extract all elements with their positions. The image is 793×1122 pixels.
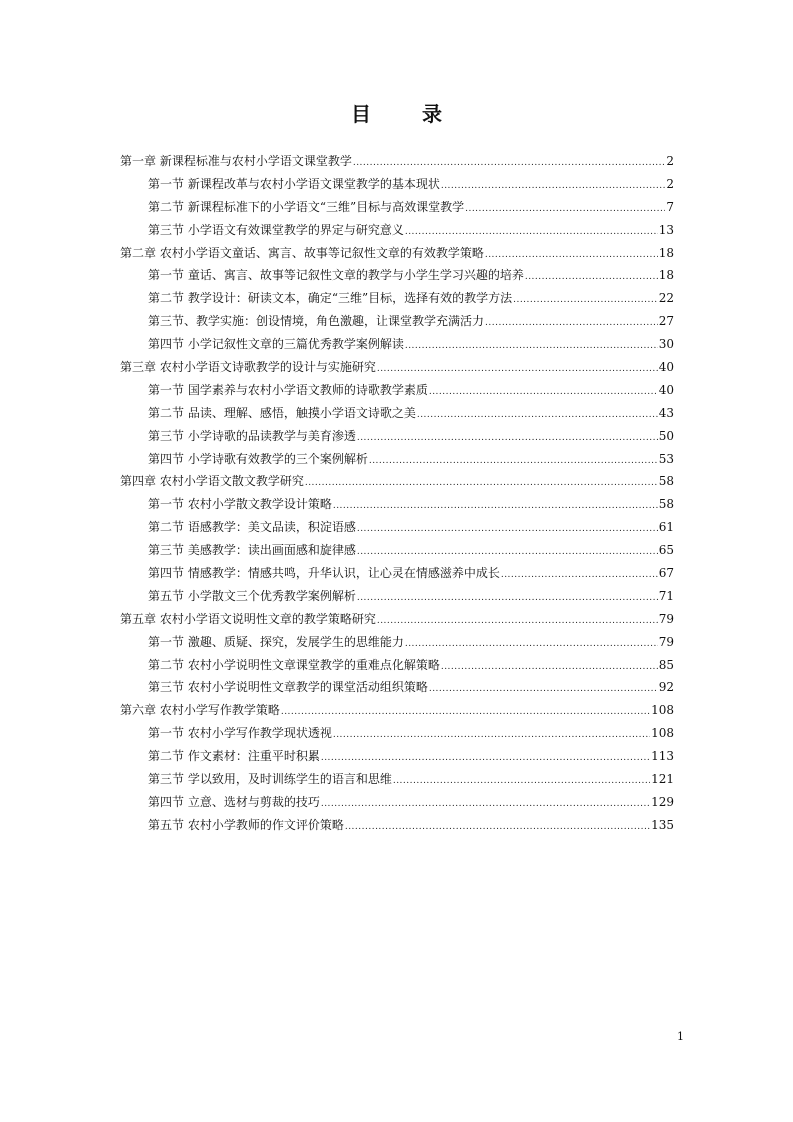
toc-page-number: 43 (658, 405, 674, 420)
toc-dot-leader (485, 312, 658, 335)
toc-dot-leader (333, 495, 658, 518)
toc-dot-leader (513, 289, 658, 312)
toc-section-entry[interactable] (120, 516, 674, 539)
toc-page-number: 50 (658, 428, 674, 443)
toc-entry-title: 第四章 农村小学语文散文教学研究 (120, 474, 304, 489)
page-title: 目 录 (351, 102, 464, 126)
toc-entry-title: 第五节 小学散文三个优秀教学案例解析 (148, 588, 356, 603)
toc-section-entry[interactable] (120, 676, 674, 699)
toc-entry-title: 第三章 农村小学语文诗歌教学的设计与实施研究 (120, 360, 376, 375)
toc-section-entry[interactable] (120, 379, 674, 402)
toc-page-number: 40 (658, 360, 674, 375)
toc-entry-title: 第一节 国学素养与农村小学语文教师的诗歌教学素质 (148, 382, 428, 397)
toc-entry-title: 第四节 立意、选材与剪裁的技巧 (148, 794, 320, 809)
toc-dot-leader (321, 747, 650, 770)
toc-section-entry[interactable] (120, 264, 674, 287)
toc-dot-leader (321, 793, 650, 816)
toc-dot-leader (357, 427, 658, 450)
toc-section-entry[interactable] (120, 310, 674, 333)
toc-dot-leader (377, 610, 658, 633)
toc-dot-leader (465, 198, 665, 221)
toc-page-number: 27 (658, 314, 674, 329)
toc-section-entry[interactable] (120, 173, 674, 196)
toc-page-number: 113 (651, 749, 674, 764)
toc-page-number: 2 (666, 176, 674, 191)
toc-page-number: 92 (658, 680, 674, 695)
page-number: 1 (677, 1030, 684, 1043)
toc-page-number: 129 (651, 794, 674, 809)
toc-dot-leader (281, 701, 650, 724)
toc-entry-title: 第一节 激趣、质疑、探究，发展学生的思维能力 (148, 634, 404, 649)
toc-entry-title: 第二节 新课程标准下的小学语文“三维”目标与高效课堂教学 (148, 199, 465, 214)
toc-page-number: 13 (658, 222, 674, 237)
toc-dot-leader (333, 724, 650, 747)
toc-page-number: 108 (651, 726, 674, 741)
toc-entry-title: 第三节 学以致用，及时训练学生的语言和思维 (148, 772, 392, 787)
toc-entry-title: 第一节 农村小学写作教学现状透视 (148, 726, 332, 741)
toc-dot-leader (405, 221, 658, 244)
toc-section-entry[interactable] (120, 562, 674, 585)
toc-dot-leader (429, 678, 658, 701)
toc-dot-leader (441, 175, 666, 198)
toc-page-number: 108 (651, 703, 674, 718)
toc-dot-leader (485, 244, 658, 267)
toc-section-entry[interactable] (120, 722, 674, 745)
toc-entry-title: 第二节 作文素材：注重平时积累 (148, 749, 320, 764)
toc-entry-title: 第三节 小学诗歌的品读教学与美育渗透 (148, 428, 356, 443)
toc-section-entry[interactable] (120, 585, 674, 608)
toc-section-entry[interactable] (120, 539, 674, 562)
toc-chapter-entry[interactable] (120, 699, 674, 722)
toc-page-number: 79 (658, 634, 674, 649)
toc-dot-leader (369, 450, 658, 473)
toc-entry-title: 第四节 情感教学：情感共鸣，升华认识，让心灵在情感滋养中成长 (148, 566, 500, 581)
toc-section-entry[interactable] (120, 219, 674, 242)
toc-page-number: 135 (651, 817, 674, 832)
toc-entry-title: 第二节 语感教学：美文品读，积淀语感 (148, 520, 356, 535)
toc-dot-leader (393, 770, 650, 793)
toc-entry-title: 第一节 童话、寓言、故事等记叙性文章的教学与小学生学习兴趣的培养 (148, 268, 524, 283)
toc-dot-leader (345, 816, 650, 839)
toc-dot-leader (357, 587, 658, 610)
toc-dot-leader (377, 358, 658, 381)
toc-entry-title: 第三节、教学实施：创设情境，角色激趣，让课堂教学充满活力 (148, 314, 485, 329)
toc-dot-leader (429, 381, 658, 404)
toc-entry-title: 第三节 美感教学：读出画面感和旋律感 (148, 543, 356, 558)
toc-entry-title: 第二节 农村小学说明性文章课堂教学的重难点化解策略 (148, 657, 440, 672)
toc-entry-title: 第六章 农村小学写作教学策略 (120, 703, 280, 718)
toc-entry-title: 第四节 小学记叙性文章的三篇优秀教学案例解读 (148, 337, 404, 352)
toc-dot-leader (405, 633, 658, 656)
toc-dot-leader (357, 541, 658, 564)
toc-entry-title: 第五节 农村小学教师的作文评价策略 (148, 817, 344, 832)
toc-section-entry[interactable] (120, 425, 674, 448)
toc-section-entry[interactable] (120, 448, 674, 471)
toc-dot-leader (441, 656, 658, 679)
toc-section-entry[interactable] (120, 745, 674, 768)
toc-page-number: 7 (666, 199, 674, 214)
toc-chapter-entry[interactable] (120, 608, 674, 631)
toc-entry-title: 第二节 品读、理解、感悟，触摸小学语文诗歌之美 (148, 405, 416, 420)
toc-page-number: 61 (658, 520, 674, 535)
toc-page-number: 58 (658, 497, 674, 512)
toc-entry-title: 第一节 农村小学散文教学设计策略 (148, 497, 332, 512)
toc-page-number: 58 (658, 474, 674, 489)
toc-page-number: 2 (666, 154, 674, 168)
toc-entry-title: 第一章 新课程标准与农村小学语文课堂教学 (120, 154, 352, 168)
toc-section-entry[interactable] (120, 814, 674, 837)
toc-section-entry[interactable] (120, 402, 674, 425)
toc-section-entry[interactable] (120, 196, 674, 219)
table-of-contents (120, 150, 674, 837)
toc-entry-title: 第一节 新课程改革与农村小学语文课堂教学的基本现状 (148, 176, 440, 191)
toc-dot-leader (357, 518, 658, 541)
toc-page-number: 30 (658, 337, 674, 352)
toc-dot-leader (305, 472, 658, 495)
toc-page-number: 18 (658, 268, 674, 283)
toc-entry-title: 第三节 小学语文有效课堂教学的界定与研究意义 (148, 222, 404, 237)
toc-section-entry[interactable] (120, 287, 674, 310)
toc-entry-title: 第二章 农村小学语文童话、寓言、故事等记叙性文章的有效教学策略 (120, 245, 484, 260)
toc-page-number: 71 (658, 588, 674, 603)
toc-dot-leader (501, 564, 658, 587)
toc-dot-leader (405, 335, 658, 358)
toc-dot-leader (353, 152, 666, 175)
toc-entry-title: 第五章 农村小学语文说明性文章的教学策略研究 (120, 611, 376, 626)
toc-dot-leader (417, 404, 658, 427)
toc-page-number: 67 (658, 566, 674, 581)
toc-section-entry[interactable] (120, 791, 674, 814)
toc-section-entry[interactable] (120, 768, 674, 791)
toc-chapter-entry[interactable] (120, 470, 674, 493)
toc-page-number: 22 (658, 291, 674, 306)
toc-page-number: 121 (651, 772, 674, 787)
toc-entry-title: 第四节 小学诗歌有效教学的三个案例解析 (148, 451, 368, 466)
toc-section-entry[interactable] (120, 631, 674, 654)
toc-entry-title: 第二节 教学设计：研读文本，确定“三维”目标，选择有效的教学方法 (148, 291, 513, 306)
toc-section-entry[interactable] (120, 333, 674, 356)
toc-page-number: 85 (658, 657, 674, 672)
toc-chapter-entry[interactable] (120, 242, 674, 265)
toc-page-number: 53 (658, 451, 674, 466)
toc-page-number: 79 (658, 611, 674, 626)
toc-page-number: 18 (658, 245, 674, 260)
toc-page-number: 40 (658, 382, 674, 397)
toc-chapter-entry[interactable] (120, 356, 674, 379)
toc-section-entry[interactable] (120, 654, 674, 677)
toc-entry-title: 第三节 农村小学说明性文章教学的课堂活动组织策略 (148, 680, 428, 695)
toc-dot-leader (525, 266, 658, 289)
toc-chapter-entry[interactable] (120, 150, 674, 173)
toc-page-number: 65 (658, 543, 674, 558)
toc-section-entry[interactable] (120, 493, 674, 516)
